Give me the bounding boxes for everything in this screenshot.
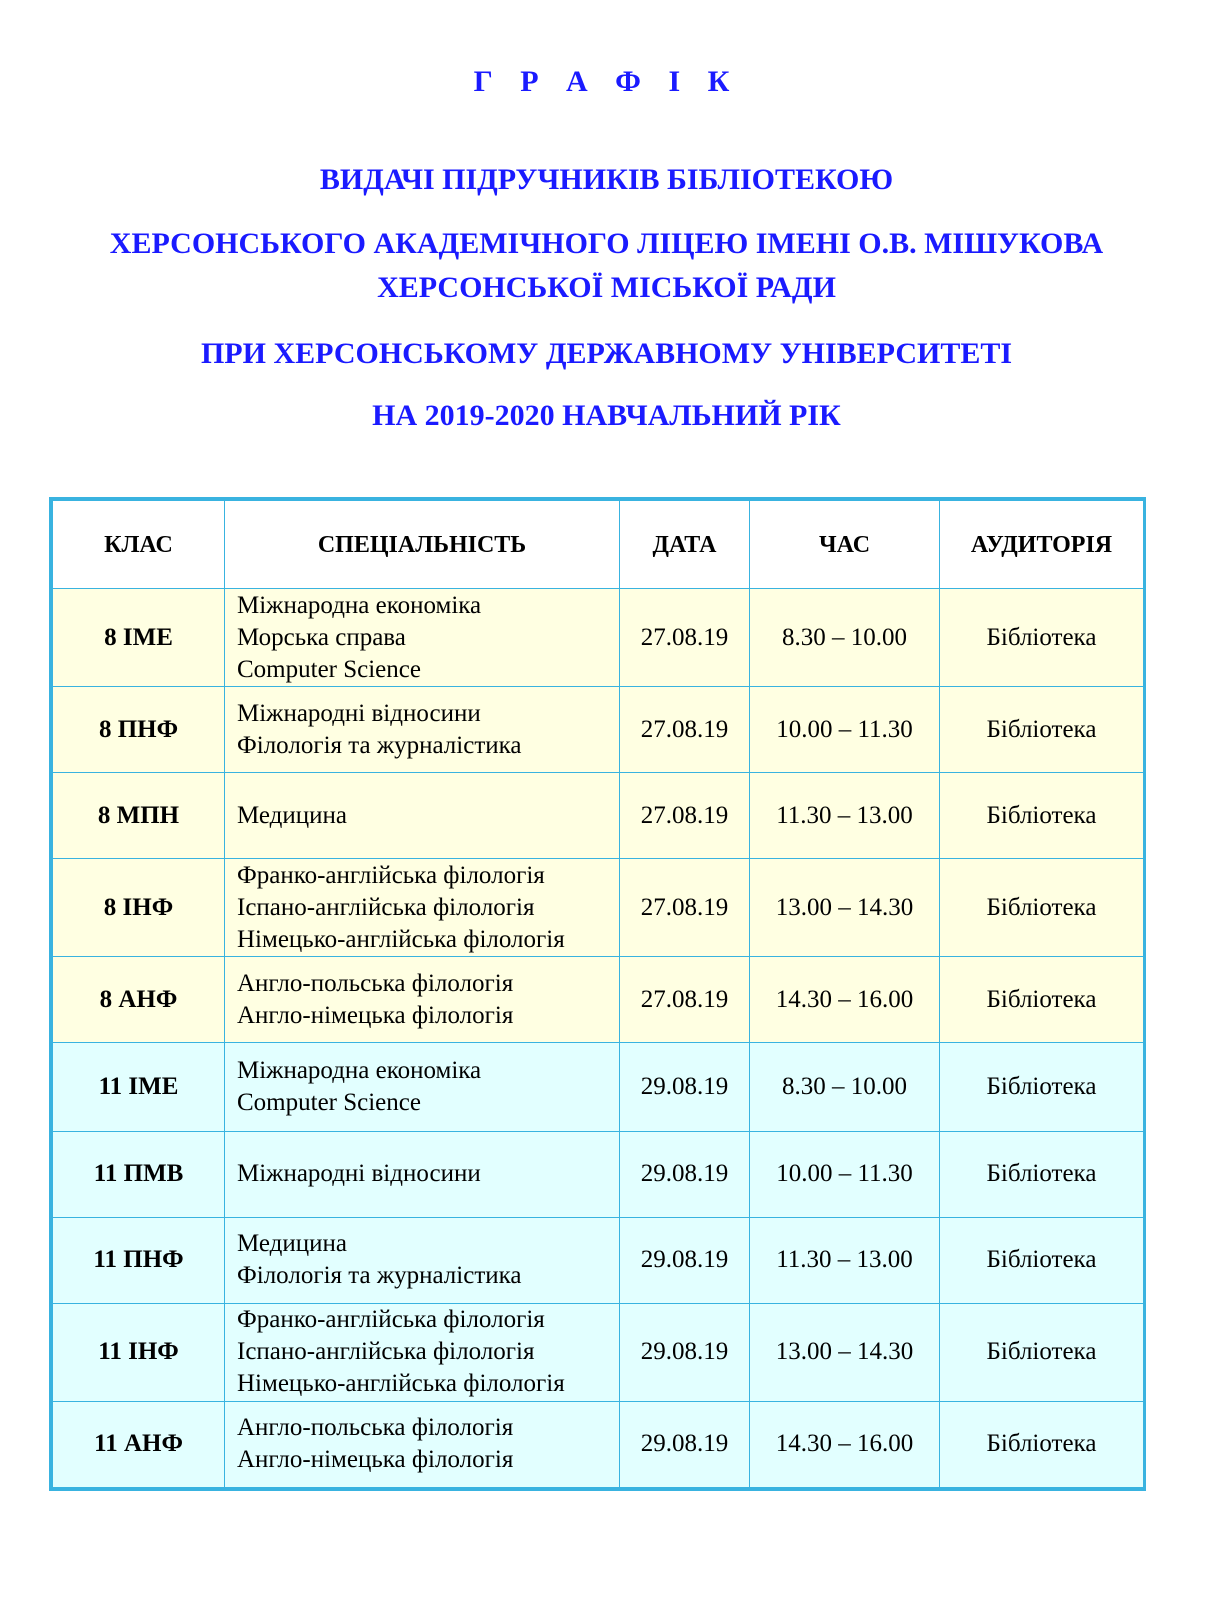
table-body <box>53 589 1144 1488</box>
class-cell: 8 АНФ <box>53 957 225 1043</box>
specialty-line: Міжнародні відносини <box>237 699 481 727</box>
time-cell: 10.00 – 11.30 <box>750 687 940 773</box>
specialty-line: Міжнародна економіка <box>237 1057 482 1085</box>
specialty-line: Франко-англійська філологія <box>237 1306 545 1334</box>
table-row <box>53 773 1144 859</box>
specialty-line: Міжнародні відносини <box>237 1160 481 1188</box>
column-header-room: АУДИТОРІЯ <box>940 501 1144 589</box>
specialty-cell <box>225 1401 620 1487</box>
class-cell: 11 ПНФ <box>53 1217 225 1303</box>
table-row <box>53 957 1144 1043</box>
table-row <box>53 1217 1144 1303</box>
table-row <box>53 1303 1144 1401</box>
room-cell: Бібліотека <box>940 859 1144 957</box>
specialty-line: Німецько-англійська філологія <box>237 925 565 953</box>
specialty-cell <box>225 773 620 859</box>
time-cell: 11.30 – 13.00 <box>750 773 940 859</box>
column-header-time: ЧАС <box>750 501 940 589</box>
specialty-line: Медицина <box>237 801 347 829</box>
specialty-line: Computer Science <box>237 1089 421 1117</box>
table-row <box>53 1131 1144 1217</box>
date-cell: 29.08.19 <box>620 1217 750 1303</box>
table-row <box>53 687 1144 773</box>
table-row <box>53 589 1144 687</box>
subtitle-line-2: ХЕРСОНСЬКОГО АКАДЕМІЧНОГО ЛІЦЕЮ ІМЕНІ О.В. МІШУКОВА <box>109 227 1104 260</box>
specialty-line: Англо-польська філологія <box>237 969 514 997</box>
specialty-line: Іспано-англійська філологія <box>237 1338 535 1366</box>
specialty-line: Англо-німецька філологія <box>237 1001 514 1029</box>
date-cell: 29.08.19 <box>620 1303 750 1401</box>
room-cell: Бібліотека <box>940 1217 1144 1303</box>
time-cell: 11.30 – 13.00 <box>750 1217 940 1303</box>
specialty-line: Іспано-англійська філологія <box>237 893 535 921</box>
date-cell: 27.08.19 <box>620 773 750 859</box>
schedule-table <box>52 500 1144 1488</box>
room-cell: Бібліотека <box>940 1131 1144 1217</box>
time-cell: 13.00 – 14.30 <box>750 1303 940 1401</box>
specialty-cell <box>225 589 620 687</box>
table-row <box>53 1401 1144 1487</box>
time-cell: 8.30 – 10.00 <box>750 589 940 687</box>
date-cell: 27.08.19 <box>620 957 750 1043</box>
specialty-cell <box>225 687 620 773</box>
date-cell: 27.08.19 <box>620 589 750 687</box>
specialty-line: Німецько-англійська філологія <box>237 1370 565 1398</box>
specialty-cell <box>225 1043 620 1131</box>
room-cell: Бібліотека <box>940 589 1144 687</box>
time-cell: 14.30 – 16.00 <box>750 1401 940 1487</box>
date-cell: 29.08.19 <box>620 1043 750 1131</box>
specialty-line: Англо-німецька філологія <box>237 1446 514 1474</box>
subtitle-line-1: ВИДАЧІ ПІДРУЧНИКІВ БІБЛІОТЕКОЮ <box>319 163 894 196</box>
specialty-cell <box>225 1131 620 1217</box>
specialty-line: Міжнародна економіка <box>237 591 482 619</box>
specialty-cell <box>225 1303 620 1401</box>
room-cell: Бібліотека <box>940 773 1144 859</box>
class-cell: 8 ПНФ <box>53 687 225 773</box>
room-cell: Бібліотека <box>940 957 1144 1043</box>
time-cell: 13.00 – 14.30 <box>750 859 940 957</box>
specialty-line: Філологія та журналістика <box>237 1262 522 1290</box>
room-cell: Бібліотека <box>940 687 1144 773</box>
room-cell: Бібліотека <box>940 1401 1144 1487</box>
class-cell: 11 ІНФ <box>53 1303 225 1401</box>
specialty-cell <box>225 957 620 1043</box>
specialty-line: Англо-польська філологія <box>237 1414 514 1442</box>
specialty-line: Computer Science <box>237 655 421 683</box>
time-cell: 8.30 – 10.00 <box>750 1043 940 1131</box>
class-cell: 8 ІНФ <box>53 859 225 957</box>
specialty-line: Філологія та журналістика <box>237 731 522 759</box>
table-row <box>53 1043 1144 1131</box>
class-cell: 11 ІМЕ <box>53 1043 225 1131</box>
room-cell: Бібліотека <box>940 1303 1144 1401</box>
subtitle-line-4: ПРИ ХЕРСОНСЬКОМУ ДЕРЖАВНОМУ УНІВЕРСИТЕТІ <box>200 337 1013 370</box>
table-row <box>53 859 1144 957</box>
class-cell: 8 МПН <box>53 773 225 859</box>
room-cell: Бібліотека <box>940 1043 1144 1131</box>
class-cell: 8 ІМЕ <box>53 589 225 687</box>
column-header-date: ДАТА <box>620 501 750 589</box>
time-cell: 10.00 – 11.30 <box>750 1131 940 1217</box>
specialty-line: Медицина <box>237 1230 347 1258</box>
class-cell: 11 ПМВ <box>53 1131 225 1217</box>
date-cell: 27.08.19 <box>620 859 750 957</box>
date-cell: 29.08.19 <box>620 1131 750 1217</box>
column-header-specialty: СПЕЦІАЛЬНІСТЬ <box>225 501 620 589</box>
subtitle-line-5: НА 2019-2020 НАВЧАЛЬНИЙ РІК <box>372 399 841 432</box>
table-header-row <box>53 501 1144 589</box>
specialty-line: Франко-англійська філологія <box>237 861 545 889</box>
date-cell: 29.08.19 <box>620 1401 750 1487</box>
document-title: Г Р А Ф І К <box>473 65 740 98</box>
specialty-cell <box>225 859 620 957</box>
time-cell: 14.30 – 16.00 <box>750 957 940 1043</box>
date-cell: 27.08.19 <box>620 687 750 773</box>
subtitle-line-3: ХЕРСОНСЬКОЇ МІСЬКОЇ РАДИ <box>377 271 836 304</box>
class-cell: 11 АНФ <box>53 1401 225 1487</box>
specialty-cell <box>225 1217 620 1303</box>
specialty-line: Морська справа <box>237 623 406 651</box>
column-header-class: КЛАС <box>53 501 225 589</box>
schedule-table-frame <box>49 497 1146 1491</box>
